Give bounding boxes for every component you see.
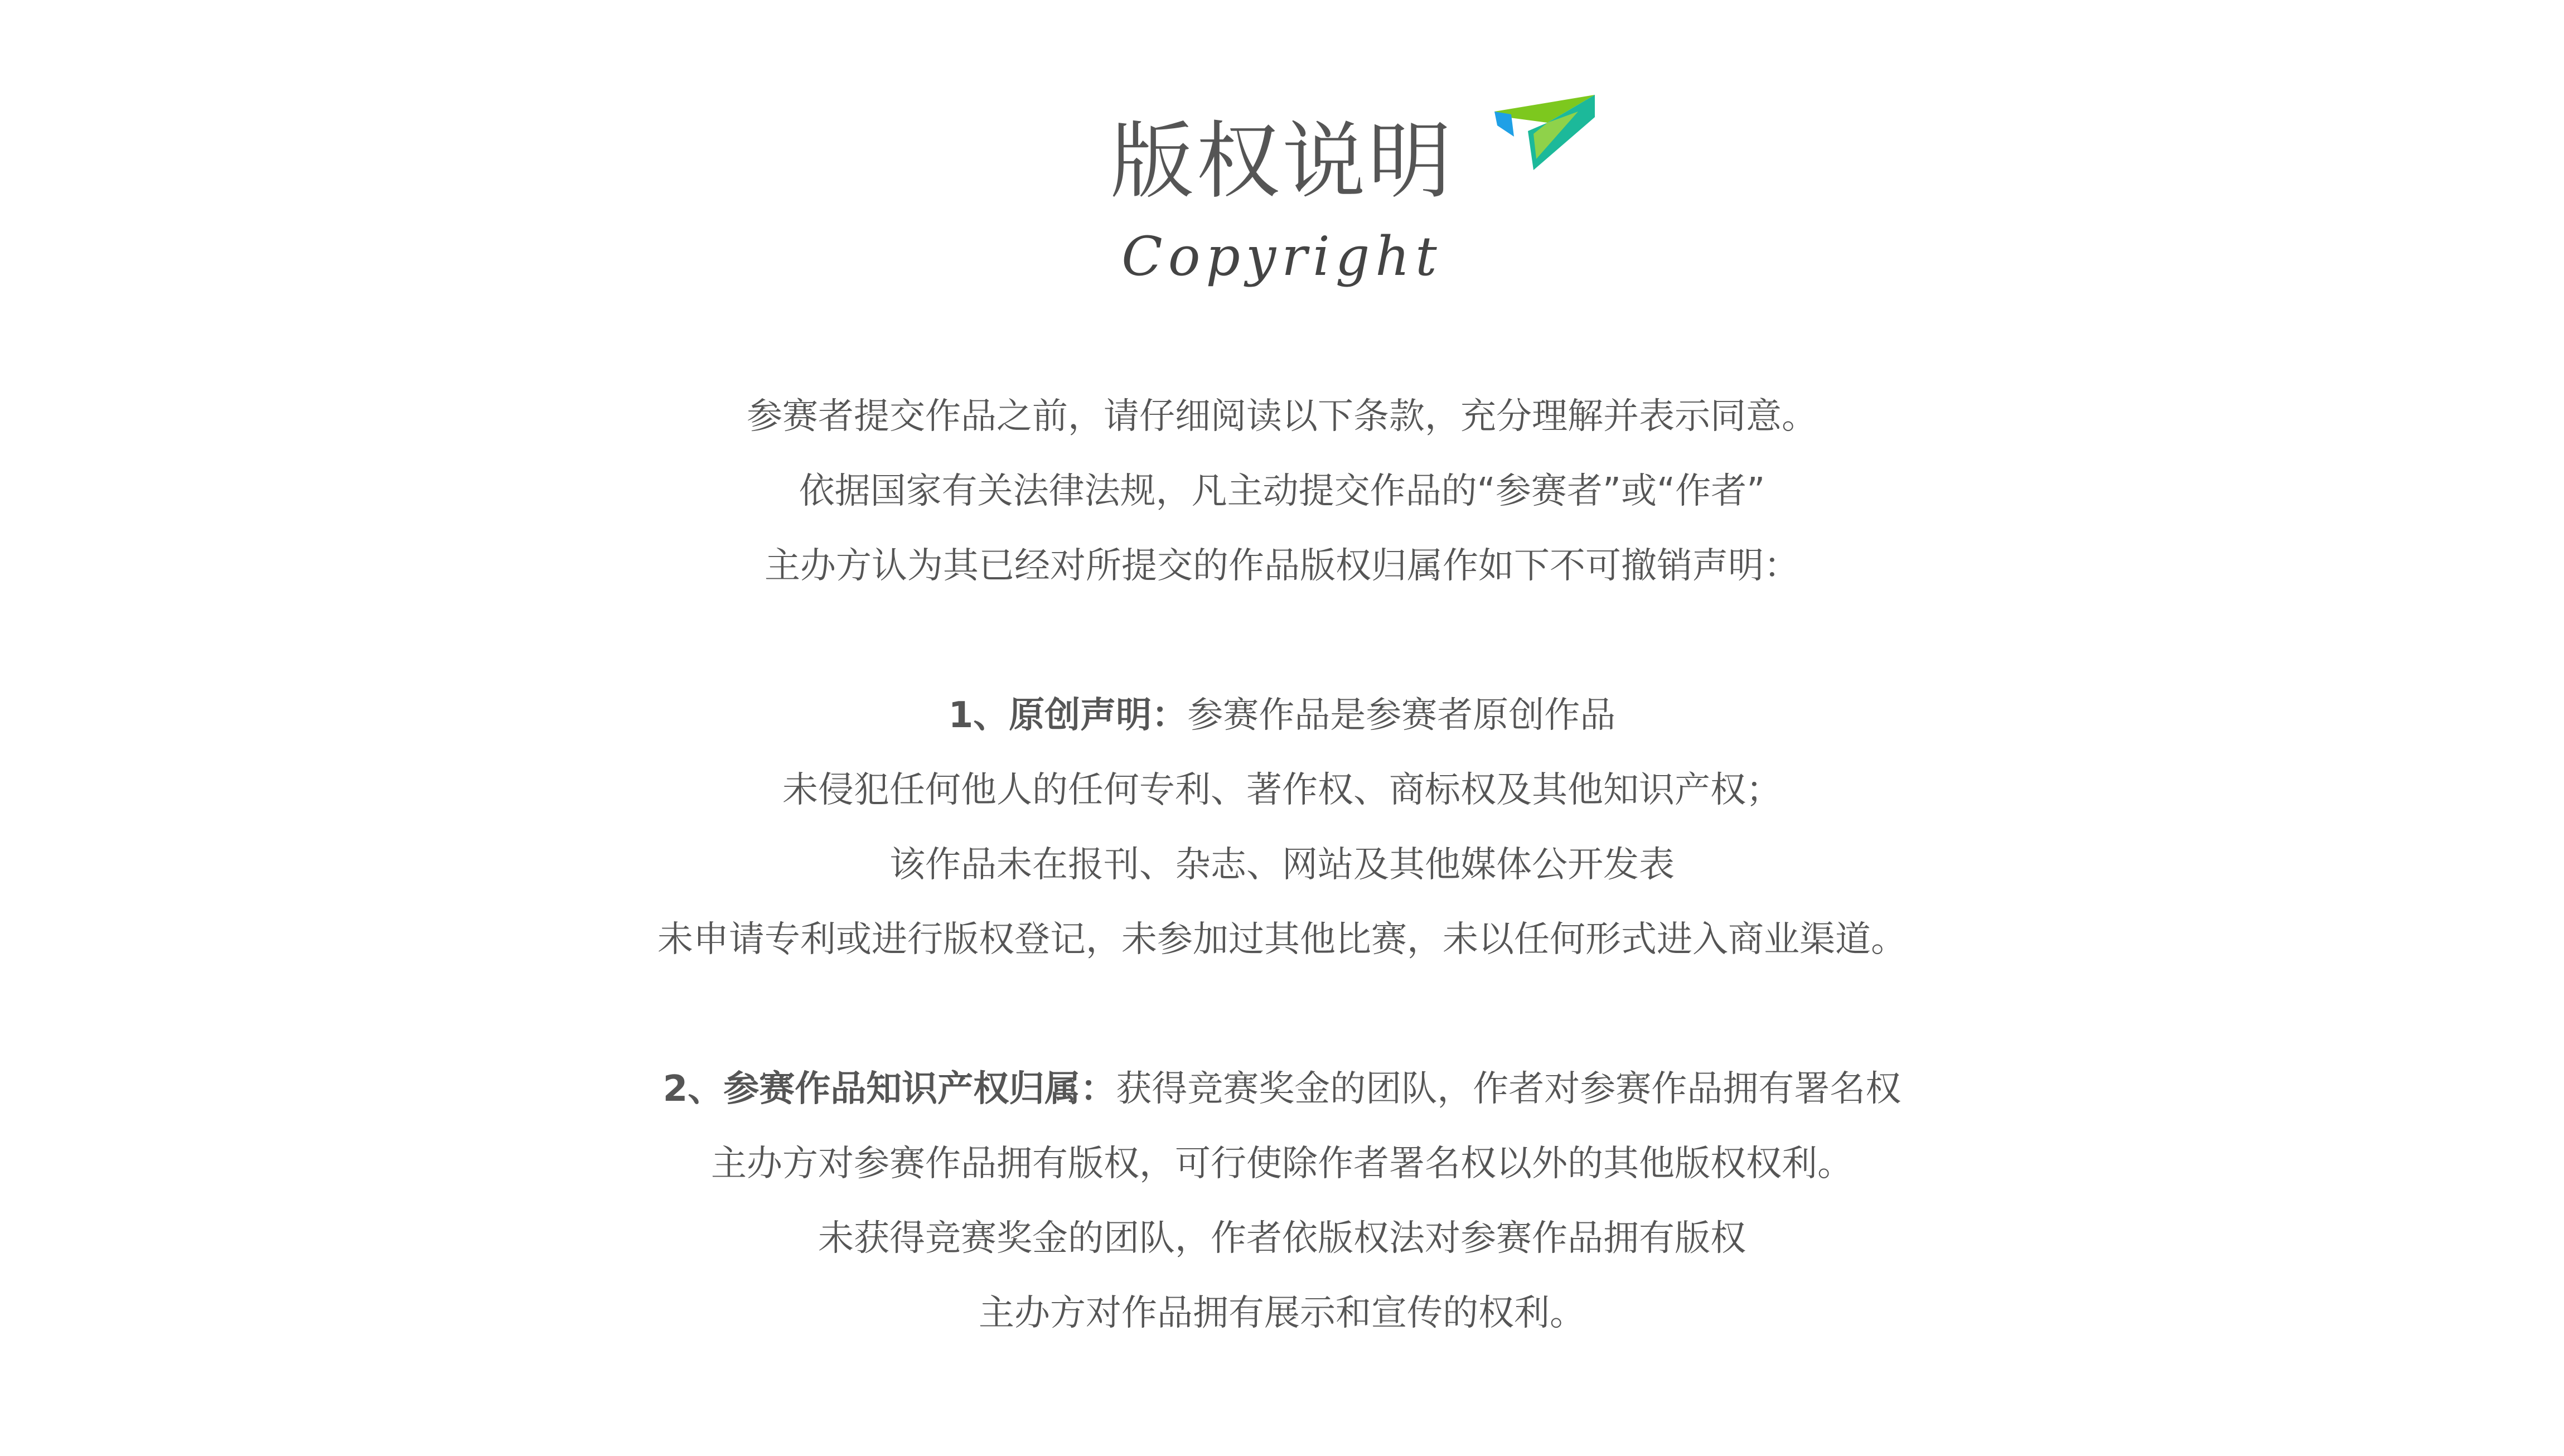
intro-line: 主办方认为其已经对所提交的作品版权归属作如下不可撤销声明：: [765, 545, 1799, 587]
intro-line: 参赛者提交作品之前，请仔细阅读以下条款，充分理解并表示同意。: [747, 396, 1817, 437]
section2-first-line-text: 获得竞赛奖金的团队，作者对参赛作品拥有署名权: [1116, 1068, 1902, 1110]
page-title: 版权说明: [1110, 113, 1454, 210]
paper-plane-logo-icon: [1494, 92, 1595, 173]
copyright-statement: [0, 379, 2564, 1351]
logo-blue-wing: [1494, 112, 1514, 137]
section1-first-line: [0, 678, 2564, 753]
header: [0, 112, 2564, 290]
intro-line: 依据国家有关法律法规，凡主动提交作品的“参赛者”或“作者”: [799, 471, 1765, 512]
section1-line: 未申请专利或进行版权登记，未参加过其他比赛，未以任何形式进入商业渠道。: [657, 919, 1907, 960]
section-spacer: [0, 603, 2564, 678]
section1-line: 该作品未在报刊、杂志、网站及其他媒体公开发表: [889, 844, 1675, 886]
section2-first-line: [0, 1052, 2564, 1126]
section2-line: 主办方对作品拥有展示和宣传的权利。: [979, 1293, 1585, 1334]
section1-first-line-text: 参赛作品是参赛者原创作品: [1187, 695, 1616, 736]
section2-heading: 2、参赛作品知识产权归属：: [662, 1068, 1116, 1110]
section-spacer: [0, 977, 2564, 1052]
section2-line: 主办方对参赛作品拥有版权，可行使除作者署名权以外的其他版权权利。: [711, 1143, 1853, 1184]
page-subtitle: Copyright: [1121, 225, 1443, 288]
section1-line: 未侵犯任何他人的任何专利、著作权、商标权及其他知识产权；: [782, 770, 1782, 811]
section2-line: 未获得竞赛奖金的团队，作者依版权法对参赛作品拥有版权: [818, 1218, 1746, 1259]
section1-heading: 1、原创声明：: [948, 695, 1188, 736]
